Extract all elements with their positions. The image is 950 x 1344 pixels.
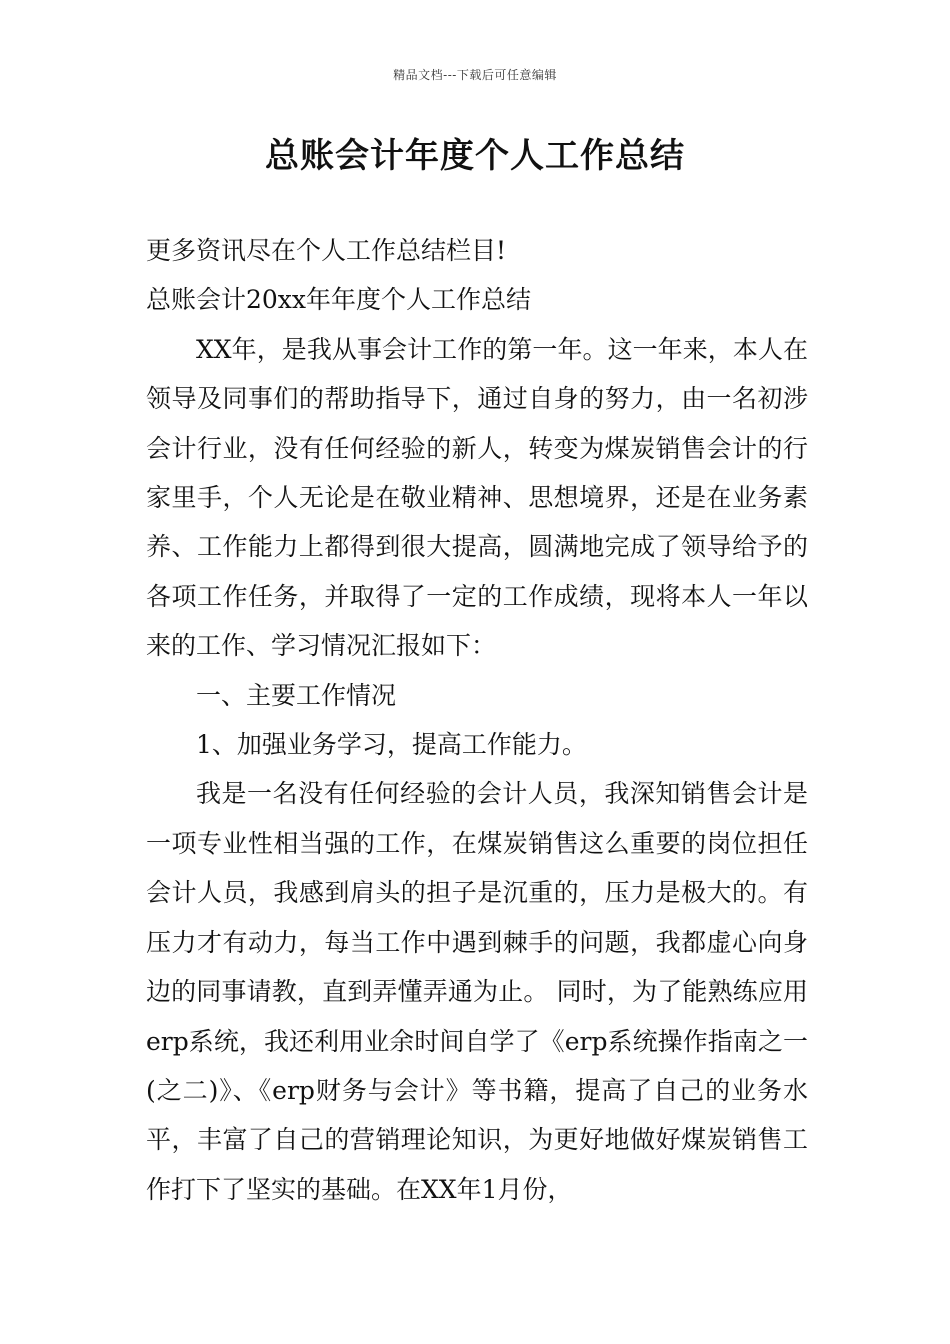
paragraph-intro: XX年，是我从事会计工作的第一年。这一年来，本人在领导及同事们的帮助指导下，通过自身的努力，由一名初涉会计行业，没有任何经验的新人，转变为煤炭销售会计的行家里手，个人无论是在敬业精神、思想境界，还是在业务素养、工作能力上都得到很大提高，圆满地完成了领导给予的各项工作任务，并取得了一定的工作成绩，现将本人一年以来的工作、学习情况汇报如下： [146, 334, 808, 661]
paragraph-subtitle: 总账会计20xx年年度个人工作总结 [146, 285, 532, 315]
header-note: 精品文档---下载后可任意编辑 [393, 68, 557, 82]
subsection-heading: 1、加强业务学习，提高工作能力。 [196, 730, 587, 760]
section-heading: 一、主要工作情况 [196, 680, 397, 710]
paragraph-more-info: 更多资讯尽在个人工作总结栏目! [146, 236, 507, 265]
document-title: 总账会计年度个人工作总结 [265, 136, 685, 176]
document-body [146, 226, 808, 1214]
paragraph-study: 我是一名没有任何经验的会计人员，我深知销售会计是一项专业性相当强的工作，在煤炭销售这么重要的岗位担任会计人员，我感到肩头的担子是沉重的，压力是极大的。有压力才有动力，每当工作中遇到棘手的问题，我都虚心向身边的同事请教，直到弄懂弄通为止。 同时，为了能熟练应用erp系统，我还利用业余时间自学了《erp系统操作指南之一(之二)》、《erp财务与会计》等书籍，提高了自己的业务水平，丰富了自己的营销理论知识，为更好地做好煤炭销售工作打下了坚实的基础。在XX年1月份， [146, 779, 808, 1204]
